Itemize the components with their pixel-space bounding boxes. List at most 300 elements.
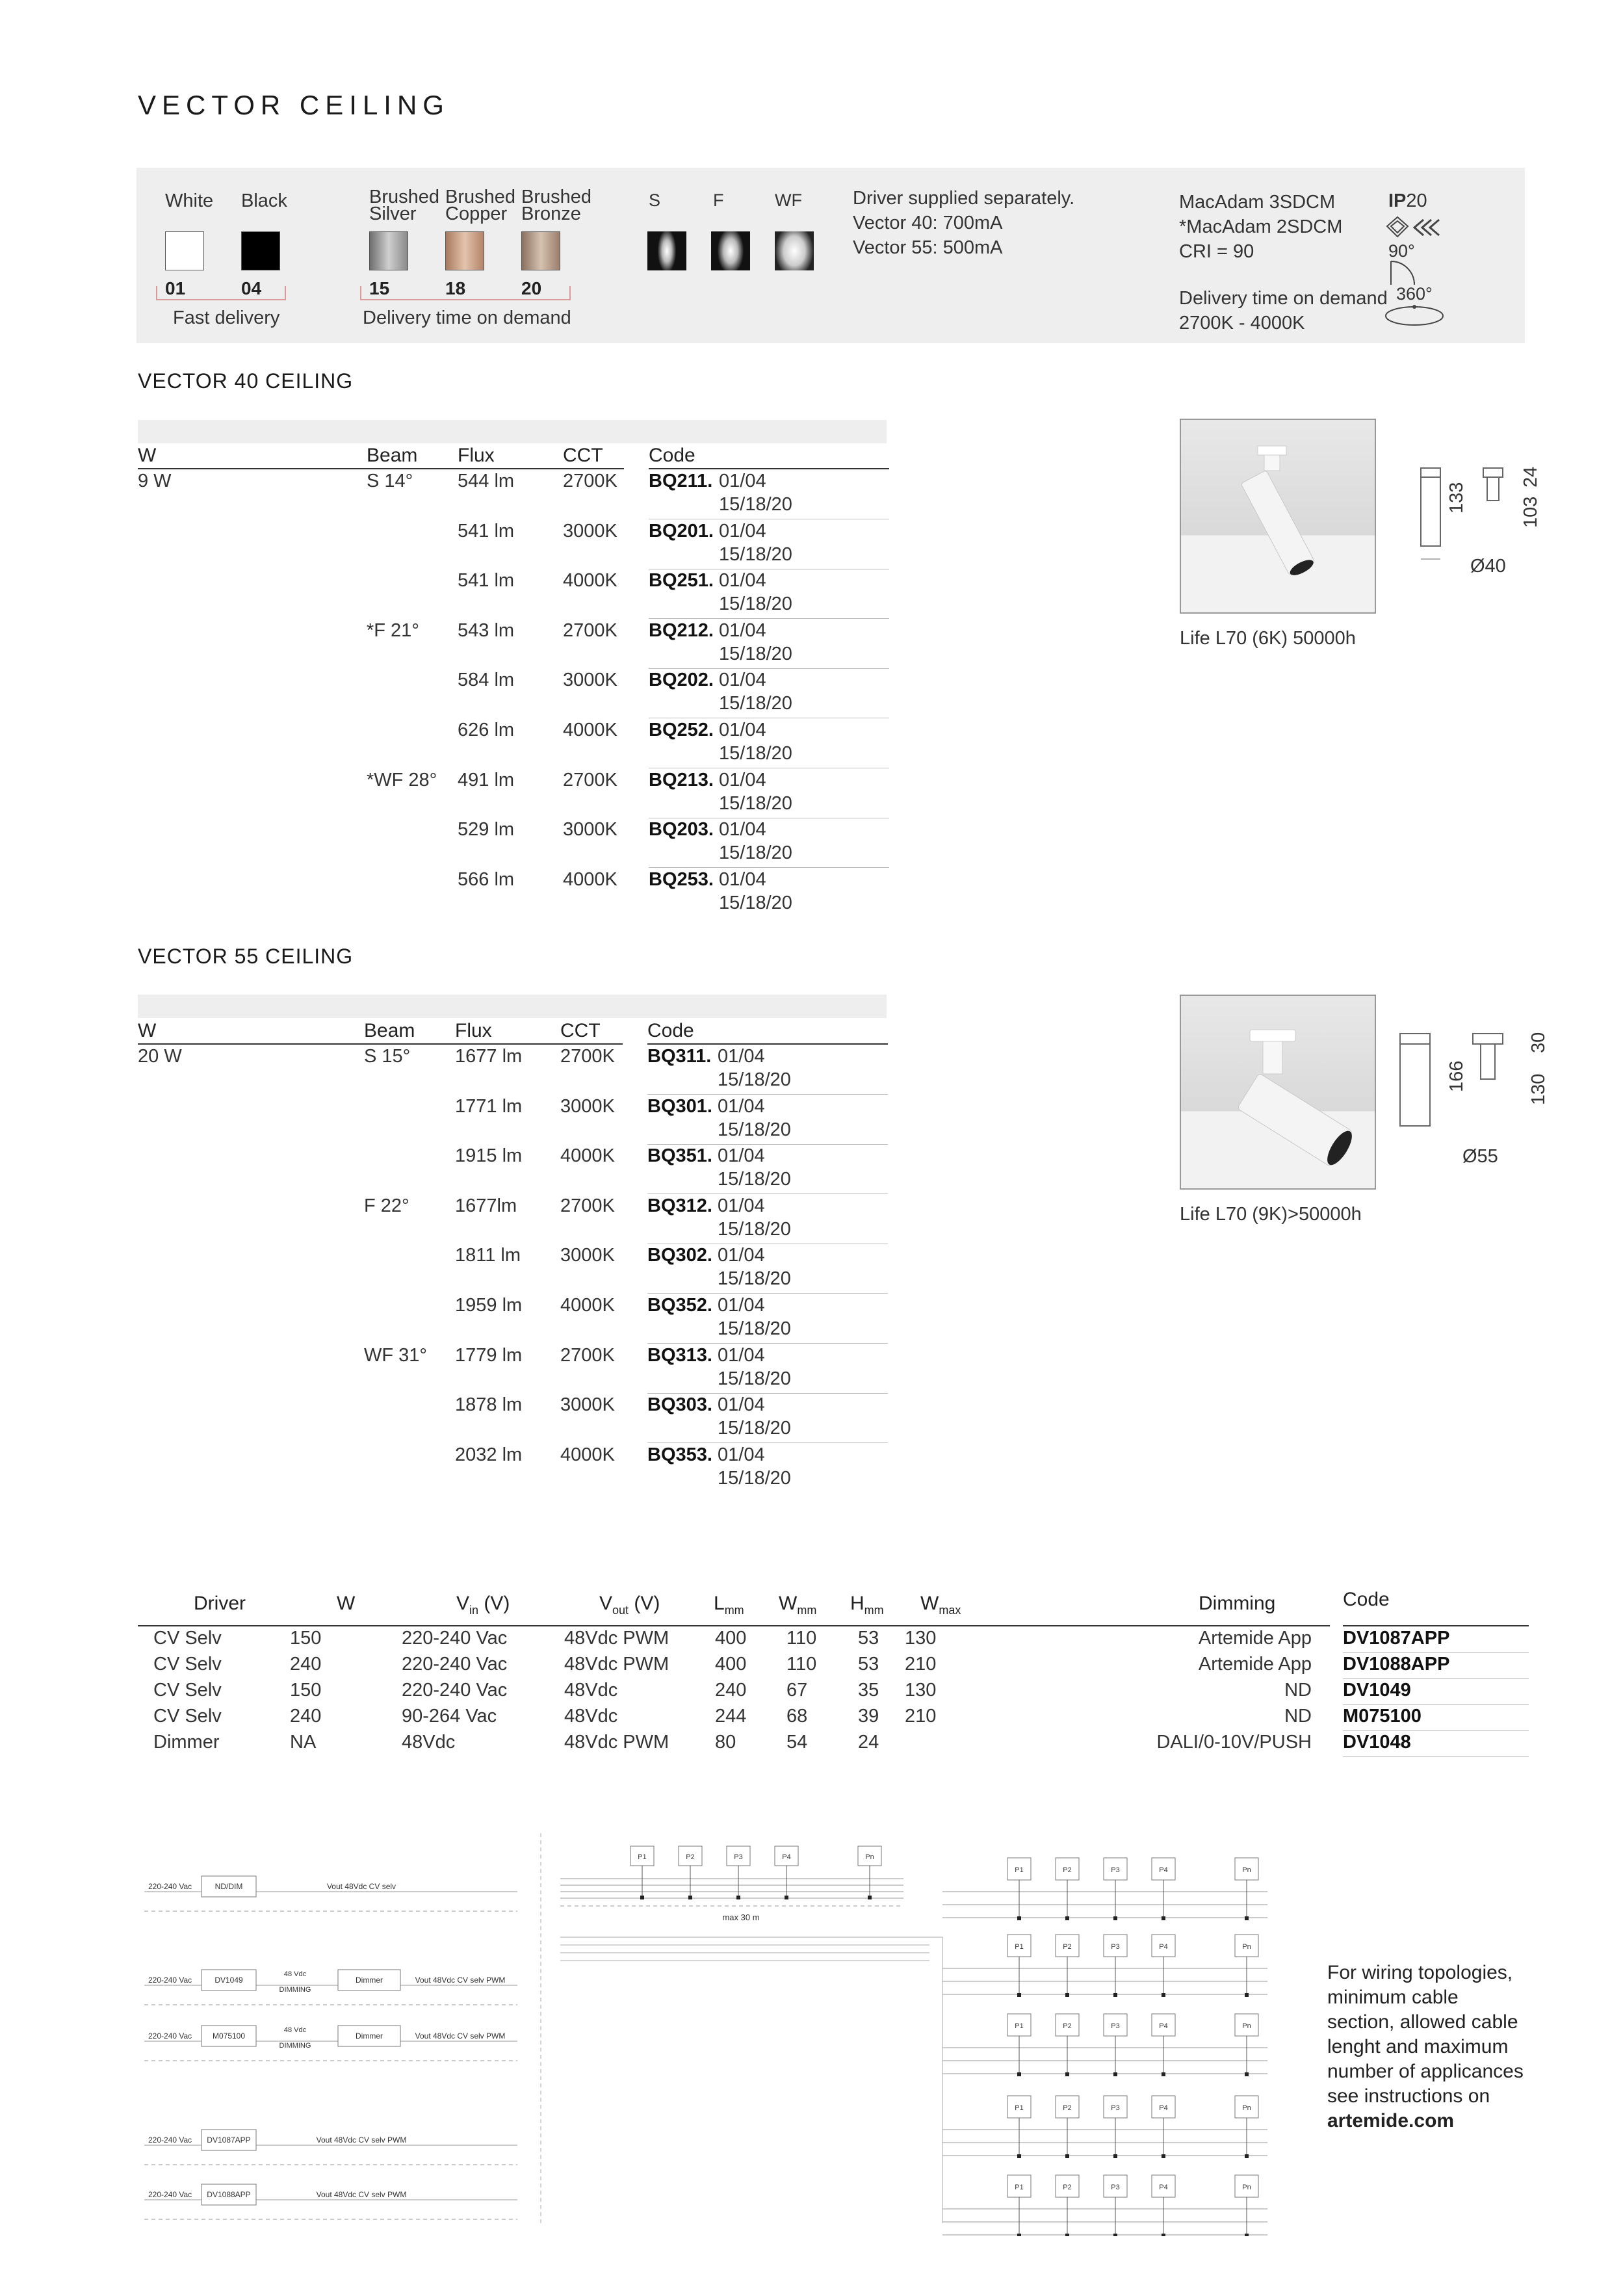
demand-delivery-label: Delivery time on demand bbox=[363, 307, 571, 328]
swatch-brushed-copper bbox=[445, 231, 484, 270]
junction bbox=[736, 1896, 740, 1899]
v40-finish-a: 01/04 bbox=[719, 819, 766, 841]
v55-finish-b: 15/18/20 bbox=[718, 1069, 791, 1090]
v55-cct: 4000K bbox=[560, 1295, 615, 1316]
driver-code: M075100 bbox=[1343, 1706, 1422, 1727]
v40-col-flux: Flux bbox=[458, 445, 495, 466]
driver-row-divider bbox=[1343, 1652, 1529, 1653]
junction bbox=[1245, 2072, 1249, 2076]
v55-life: Life L70 (9K)>50000h bbox=[1180, 1204, 1362, 1225]
driver-vin: 220-240 Vac bbox=[402, 1654, 508, 1675]
junction bbox=[1245, 1993, 1249, 1997]
luminaire-label: P4 bbox=[1159, 2104, 1168, 2112]
v55-cct: 2700K bbox=[560, 1195, 615, 1216]
driver-vin: 48Vdc bbox=[402, 1732, 456, 1753]
luminaire-label: Pn bbox=[1242, 2022, 1251, 2030]
driver-wd: 67 bbox=[786, 1680, 808, 1701]
beam-wf-icon bbox=[775, 231, 814, 270]
v55-dim-h3: 30 bbox=[1528, 1032, 1549, 1053]
luminaire-label: P2 bbox=[686, 1853, 695, 1861]
v55-power: 20 W bbox=[138, 1046, 182, 1067]
junction bbox=[1113, 1916, 1117, 1920]
v40-finish-b: 15/18/20 bbox=[719, 792, 792, 814]
v40-flux: 541 lm bbox=[458, 570, 515, 592]
v40-col-w: W bbox=[138, 445, 157, 466]
drv-col-w: W bbox=[337, 1593, 356, 1614]
tilt-angle: 90° bbox=[1388, 241, 1415, 261]
junction bbox=[1065, 1993, 1069, 1997]
v40-header-bar bbox=[138, 420, 887, 443]
junction bbox=[1113, 2154, 1117, 2158]
v55-beam: F 22° bbox=[364, 1195, 409, 1216]
driver-vin: 90-264 Vac bbox=[402, 1706, 497, 1727]
drv-col-l: $L_{mm}$ bbox=[714, 1593, 744, 1617]
v40-header-rule-code bbox=[649, 468, 889, 469]
driver-vout: 48Vdc PWM bbox=[564, 1732, 669, 1753]
v55-row-divider bbox=[647, 1442, 888, 1443]
v40-code: BQ202. bbox=[649, 670, 714, 691]
driver-driver: CV Selv bbox=[153, 1628, 222, 1649]
v55-finish-a: 01/04 bbox=[718, 1195, 765, 1216]
v55-cct: 4000K bbox=[560, 1444, 615, 1465]
junction bbox=[1065, 1916, 1069, 1920]
driver-wmax: 130 bbox=[905, 1628, 937, 1649]
v55-code: BQ352. bbox=[647, 1295, 712, 1316]
v55-finish-a: 01/04 bbox=[718, 1245, 765, 1266]
v55-row-divider bbox=[647, 1293, 888, 1294]
v40-code: BQ253. bbox=[649, 868, 714, 890]
v55-col-code: Code bbox=[647, 1020, 694, 1041]
junction bbox=[1162, 2072, 1165, 2076]
luminaire-label: P1 bbox=[1015, 2104, 1024, 2112]
v40-finish-a: 01/04 bbox=[719, 620, 766, 641]
finish-code-silver: 15 bbox=[369, 278, 390, 298]
wiring-mid-label: 48 Vdc bbox=[283, 1970, 307, 1978]
v55-dim-h1: 166 bbox=[1446, 1060, 1467, 1092]
v40-cct: 2700K bbox=[563, 620, 617, 641]
driver-dimming: Artemide App bbox=[1198, 1654, 1312, 1675]
wiring-driver-label: ND/DIM bbox=[214, 1882, 243, 1891]
drv-col-wmax: $W_{max}$ bbox=[920, 1593, 961, 1617]
v55-finish-b: 15/18/20 bbox=[718, 1467, 791, 1489]
v55-code: BQ351. bbox=[647, 1145, 712, 1167]
v55-dim-h2: 130 bbox=[1528, 1073, 1549, 1105]
driver-l: 244 bbox=[715, 1706, 747, 1727]
wiring-vin: 220-240 Vac bbox=[148, 2190, 192, 2199]
v55-finish-b: 15/18/20 bbox=[718, 1218, 791, 1240]
junction bbox=[1162, 1916, 1165, 1920]
drv-header-rule bbox=[138, 1625, 1330, 1626]
finish-label-black: Black bbox=[241, 190, 287, 211]
luminaire-label: Pn bbox=[1242, 2104, 1251, 2112]
junction bbox=[1245, 2234, 1249, 2236]
v40-flux: 626 lm bbox=[458, 720, 515, 740]
luminaire-label: Pn bbox=[1242, 1943, 1251, 1951]
luminaire-label: Pn bbox=[1242, 1866, 1251, 1874]
v40-cct: 2700K bbox=[563, 471, 617, 491]
driver-vout: 48Vdc PWM bbox=[564, 1628, 669, 1649]
v55-beam: WF 31° bbox=[364, 1344, 427, 1366]
v55-flux: 1811 lm bbox=[455, 1245, 521, 1266]
v55-cct: 2700K bbox=[560, 1344, 615, 1366]
demand-bracket bbox=[360, 286, 571, 300]
v55-col-flux: Flux bbox=[455, 1020, 492, 1041]
finish-label-silver: Brushed Silver bbox=[369, 187, 440, 224]
driver-wd: 54 bbox=[786, 1732, 808, 1753]
luminaire-label: P2 bbox=[1063, 2104, 1072, 2112]
rotate-angle: 360° bbox=[1396, 284, 1433, 304]
driver-l: 400 bbox=[715, 1628, 747, 1649]
driver-dimming: ND bbox=[1284, 1680, 1312, 1701]
junction bbox=[1113, 2234, 1117, 2236]
driver-wmax: 210 bbox=[905, 1706, 937, 1727]
driver-wd: 110 bbox=[786, 1654, 817, 1675]
v55-finish-b: 15/18/20 bbox=[718, 1318, 791, 1339]
finish-code-white: 01 bbox=[165, 278, 186, 298]
driver-h: 53 bbox=[858, 1628, 879, 1649]
wiring-out-label: Vout 48Vdc CV selv PWM bbox=[415, 2031, 506, 2041]
beam-label-f: F bbox=[713, 190, 724, 210]
swatch-brushed-silver bbox=[369, 231, 408, 270]
drv-col-code: Code bbox=[1343, 1589, 1390, 1610]
luminaire-label: P3 bbox=[734, 1853, 743, 1861]
v40-cct: 2700K bbox=[563, 769, 617, 790]
driver-dimming: ND bbox=[1284, 1706, 1312, 1727]
v55-row-divider bbox=[647, 1343, 888, 1344]
luminaire-label: Pn bbox=[865, 1853, 874, 1861]
driver-vout: 48Vdc PWM bbox=[564, 1654, 669, 1675]
v40-dim-h2: 103 bbox=[1520, 496, 1541, 528]
fast-bracket bbox=[156, 286, 286, 300]
junction bbox=[1065, 2072, 1069, 2076]
wiring-out-label: Vout 48Vdc CV selv bbox=[326, 1882, 396, 1891]
v55-flux: 1779 lm bbox=[455, 1344, 523, 1366]
wiring-vin: 220-240 Vac bbox=[148, 1882, 192, 1891]
rotate-icon bbox=[1382, 302, 1447, 330]
drv-col-driver: Driver bbox=[194, 1593, 246, 1614]
v40-flux: 491 lm bbox=[458, 769, 515, 790]
v40-code: BQ251. bbox=[649, 570, 714, 592]
luminaire-label: P4 bbox=[782, 1853, 791, 1861]
v40-code: BQ201. bbox=[649, 520, 714, 541]
v40-cct: 4000K bbox=[563, 720, 617, 740]
driver-l: 400 bbox=[715, 1654, 747, 1675]
driver-vin: 220-240 Vac bbox=[402, 1628, 508, 1649]
v40-col-beam: Beam bbox=[367, 445, 418, 466]
drv-col-wd: $W_{mm}$ bbox=[779, 1593, 817, 1617]
v55-product-photo bbox=[1180, 995, 1376, 1190]
v40-cct: 3000K bbox=[563, 819, 617, 841]
driver-h: 24 bbox=[858, 1732, 879, 1753]
junction bbox=[868, 1896, 872, 1899]
v40-cct: 3000K bbox=[563, 670, 617, 691]
drv-col-vin: $V_{in}$ (V) bbox=[456, 1593, 510, 1617]
luminaire-label: P1 bbox=[1015, 1866, 1024, 1874]
luminaire-label: P4 bbox=[1159, 1943, 1168, 1951]
artemide-link[interactable]: artemide.com bbox=[1327, 2110, 1455, 2132]
v40-flux: 529 lm bbox=[458, 819, 515, 841]
v55-cct: 3000K bbox=[560, 1245, 615, 1266]
wiring-diagram bbox=[136, 1833, 1280, 2236]
driver-w: 150 bbox=[290, 1628, 322, 1649]
driver-dimming: DALI/0-10V/PUSH bbox=[1156, 1732, 1312, 1753]
wiring-driver-label: DV1088APP bbox=[207, 2190, 251, 2199]
v40-dim-h1: 133 bbox=[1446, 482, 1467, 514]
v40-cct: 4000K bbox=[563, 570, 617, 592]
junction bbox=[1017, 1916, 1021, 1920]
junction bbox=[1017, 2234, 1021, 2236]
junction bbox=[1017, 2072, 1021, 2076]
junction bbox=[1245, 1916, 1249, 1920]
v40-flux: 566 lm bbox=[458, 868, 515, 890]
trunk-riser bbox=[929, 1937, 942, 2223]
v55-row-divider bbox=[647, 1393, 888, 1394]
driver-code: DV1088APP bbox=[1343, 1654, 1450, 1675]
junction bbox=[640, 1896, 644, 1899]
v55-finish-b: 15/18/20 bbox=[718, 1169, 791, 1190]
v55-finish-a: 01/04 bbox=[718, 1444, 765, 1465]
beam-label-wf: WF bbox=[775, 190, 802, 210]
drv-col-dimming: Dimming bbox=[1199, 1593, 1276, 1614]
v55-finish-a: 01/04 bbox=[718, 1394, 765, 1416]
junction bbox=[1065, 2234, 1069, 2236]
v40-finish-b: 15/18/20 bbox=[719, 892, 792, 913]
delivery-cct-info: Delivery time on demand 2700K - 4000K bbox=[1179, 288, 1388, 333]
junction bbox=[1113, 1993, 1117, 1997]
driver-h: 39 bbox=[858, 1706, 879, 1727]
macadam-info: MacAdam 3SDCM *MacAdam 2SDCM CRI = 90 bbox=[1179, 192, 1343, 262]
driver-driver: CV Selv bbox=[153, 1680, 222, 1701]
v55-col-w: W bbox=[138, 1020, 157, 1041]
v55-finish-a: 01/04 bbox=[718, 1145, 765, 1167]
luminaire-label: P1 bbox=[1015, 2184, 1024, 2191]
v55-flux: 1878 lm bbox=[455, 1394, 523, 1416]
v55-fixture-image bbox=[1181, 996, 1375, 1188]
v40-finish-a: 01/04 bbox=[719, 720, 766, 740]
driver-wd: 110 bbox=[786, 1628, 817, 1649]
luminaire-label: P1 bbox=[1015, 1943, 1024, 1951]
v55-finish-a: 01/04 bbox=[718, 1344, 765, 1366]
driver-w: 150 bbox=[290, 1680, 322, 1701]
driver-vout: 48Vdc bbox=[564, 1706, 618, 1727]
v40-row-divider bbox=[649, 668, 889, 669]
v55-dim-dia: Ø55 bbox=[1462, 1146, 1498, 1167]
v40-beam: *F 21° bbox=[367, 620, 419, 641]
v40-flux: 543 lm bbox=[458, 620, 515, 641]
v40-col-cct: CCT bbox=[563, 445, 603, 466]
wiring-vin: 220-240 Vac bbox=[148, 2135, 192, 2145]
v40-row-divider bbox=[649, 618, 889, 619]
luminaire-label: P3 bbox=[1111, 2022, 1120, 2030]
luminaire-label: P4 bbox=[1159, 2022, 1168, 2030]
driver-code: DV1048 bbox=[1343, 1732, 1411, 1753]
v40-fixture-image bbox=[1181, 420, 1375, 612]
wiring-mid-label: 48 Vdc bbox=[283, 2026, 307, 2034]
v55-flux: 1915 lm bbox=[455, 1145, 523, 1167]
driver-vin: 220-240 Vac bbox=[402, 1680, 508, 1701]
v55-flux: 1959 lm bbox=[455, 1295, 523, 1316]
page-title: VECTOR CEILING bbox=[138, 90, 450, 120]
driver-wmax: 130 bbox=[905, 1680, 937, 1701]
v55-heading: VECTOR 55 CEILING bbox=[138, 945, 354, 968]
driver-w: 240 bbox=[290, 1706, 322, 1727]
beam-label-s: S bbox=[649, 190, 661, 210]
v55-finish-b: 15/18/20 bbox=[718, 1418, 791, 1439]
luminaire-label: P2 bbox=[1063, 1943, 1072, 1951]
junction bbox=[1162, 2154, 1165, 2158]
finish-code-copper: 18 bbox=[445, 278, 466, 298]
v40-finish-b: 15/18/20 bbox=[719, 842, 792, 864]
v40-header-rule bbox=[138, 468, 624, 469]
junction bbox=[1017, 2154, 1021, 2158]
wiring-driver-label: DV1049 bbox=[214, 1976, 243, 1985]
v55-code: BQ301. bbox=[647, 1095, 712, 1117]
driver-dimming: Artemide App bbox=[1198, 1628, 1312, 1649]
v40-finish-b: 15/18/20 bbox=[719, 643, 792, 664]
luminaire-label: P3 bbox=[1111, 2184, 1120, 2191]
driver-code: DV1049 bbox=[1343, 1680, 1411, 1701]
v40-cct: 3000K bbox=[563, 520, 617, 541]
v40-beam: *WF 28° bbox=[367, 769, 437, 790]
drv-header-rule-code bbox=[1343, 1625, 1529, 1626]
junction bbox=[1162, 1993, 1165, 1997]
beam-s-icon bbox=[647, 231, 686, 270]
wiring-mid-label2: DIMMING bbox=[279, 1986, 311, 1994]
luminaire-label: P2 bbox=[1063, 2184, 1072, 2191]
junction bbox=[1113, 2072, 1117, 2076]
wiring-vin: 220-240 Vac bbox=[148, 2031, 192, 2041]
v55-cct: 4000K bbox=[560, 1145, 615, 1167]
luminaire-label: P1 bbox=[638, 1853, 647, 1861]
v55-code: BQ312. bbox=[647, 1195, 712, 1216]
v40-flux: 544 lm bbox=[458, 471, 515, 491]
swatch-white bbox=[165, 231, 204, 270]
v40-code: BQ203. bbox=[649, 819, 714, 841]
v55-code: BQ353. bbox=[647, 1444, 712, 1465]
luminaire-label: P4 bbox=[1159, 1866, 1168, 1874]
v55-cct: 3000K bbox=[560, 1394, 615, 1416]
v40-col-code: Code bbox=[649, 445, 695, 466]
finish-label-white: White bbox=[165, 190, 214, 211]
v40-row-divider bbox=[649, 867, 889, 868]
v40-finish-b: 15/18/20 bbox=[719, 543, 792, 565]
junction bbox=[1065, 2154, 1069, 2158]
driver-row-divider bbox=[1343, 1756, 1529, 1757]
v55-code: BQ303. bbox=[647, 1394, 712, 1416]
v55-finish-b: 15/18/20 bbox=[718, 1268, 791, 1290]
class-ii-icon bbox=[1384, 215, 1449, 241]
v40-heading: VECTOR 40 CEILING bbox=[138, 369, 354, 393]
swatch-brushed-bronze bbox=[521, 231, 560, 270]
fast-delivery-label: Fast delivery bbox=[173, 307, 280, 328]
drv-col-h: $H_{mm}$ bbox=[850, 1593, 884, 1617]
driver-w: NA bbox=[290, 1732, 317, 1753]
v40-dim-dia: Ø40 bbox=[1470, 556, 1506, 577]
v55-code: BQ311. bbox=[647, 1046, 712, 1067]
v55-header-bar bbox=[138, 995, 887, 1018]
driver-w: 240 bbox=[290, 1654, 322, 1675]
wiring-out-label: Vout 48Vdc CV selv PWM bbox=[316, 2190, 407, 2199]
luminaire-label: P3 bbox=[1111, 1866, 1120, 1874]
v55-header-rule bbox=[138, 1043, 623, 1045]
v55-col-cct: CCT bbox=[560, 1020, 601, 1041]
luminaire-label: Pn bbox=[1242, 2184, 1251, 2191]
driver-driver: CV Selv bbox=[153, 1654, 222, 1675]
driver-row-divider bbox=[1343, 1730, 1529, 1731]
driver-wd: 68 bbox=[786, 1706, 808, 1727]
luminaire-label: P3 bbox=[1111, 1943, 1120, 1951]
driver-driver: CV Selv bbox=[153, 1706, 222, 1727]
wiring-driver-label: DV1087APP bbox=[207, 2135, 251, 2145]
v40-cct: 4000K bbox=[563, 868, 617, 890]
v40-finish-b: 15/18/20 bbox=[719, 693, 792, 714]
v55-finish-a: 01/04 bbox=[718, 1046, 765, 1067]
v40-finish-a: 01/04 bbox=[719, 570, 766, 592]
v55-finish-a: 01/04 bbox=[718, 1095, 765, 1117]
v40-finish-b: 15/18/20 bbox=[719, 494, 792, 515]
v40-power: 9 W bbox=[138, 471, 172, 491]
finish-label-copper: Brushed Copper bbox=[445, 187, 516, 224]
wiring-mid-label2: DIMMING bbox=[279, 2042, 311, 2050]
v55-header-rule-code bbox=[647, 1043, 888, 1045]
driver-row-divider bbox=[1343, 1678, 1529, 1679]
luminaire-label: P2 bbox=[1063, 1866, 1072, 1874]
v40-code: BQ211. bbox=[649, 471, 713, 491]
driver-h: 53 bbox=[858, 1654, 879, 1675]
v55-finish-b: 15/18/20 bbox=[718, 1368, 791, 1389]
v40-code: BQ212. bbox=[649, 620, 714, 641]
v55-finish-a: 01/04 bbox=[718, 1295, 765, 1316]
wiring-dimmer-label: Dimmer bbox=[356, 1976, 383, 1985]
junction bbox=[1017, 1993, 1021, 1997]
wiring-out-label: Vout 48Vdc CV selv PWM bbox=[316, 2135, 407, 2145]
v40-flux: 541 lm bbox=[458, 520, 515, 541]
v40-flux: 584 lm bbox=[458, 670, 515, 691]
v40-finish-a: 01/04 bbox=[719, 868, 766, 890]
v55-cct: 3000K bbox=[560, 1095, 615, 1117]
max-length-label: max 30 m bbox=[722, 1912, 760, 1922]
finish-code-bronze: 20 bbox=[521, 278, 542, 298]
v40-finish-a: 01/04 bbox=[719, 471, 766, 491]
v55-row-divider bbox=[647, 1144, 888, 1145]
wiring-vin: 220-240 Vac bbox=[148, 1976, 192, 1985]
finish-code-black: 04 bbox=[241, 278, 262, 298]
junction bbox=[688, 1896, 692, 1899]
v40-dim-h3: 24 bbox=[1520, 466, 1541, 488]
v40-finish-b: 15/18/20 bbox=[719, 743, 792, 764]
v55-beam: S 15° bbox=[364, 1046, 411, 1067]
beam-f-icon bbox=[711, 231, 750, 270]
luminaire-label: P4 bbox=[1159, 2184, 1168, 2191]
v40-product-photo bbox=[1180, 419, 1376, 614]
drv-col-vout: $V_{out}$ (V) bbox=[599, 1593, 660, 1617]
v55-flux: 2032 lm bbox=[455, 1444, 523, 1465]
v40-finish-a: 01/04 bbox=[719, 670, 766, 691]
luminaire-label: P2 bbox=[1063, 2022, 1072, 2030]
v40-finish-b: 15/18/20 bbox=[719, 594, 792, 615]
wiring-dimmer-label: Dimmer bbox=[356, 2031, 383, 2041]
v40-life: Life L70 (6K) 50000h bbox=[1180, 628, 1356, 649]
v55-col-beam: Beam bbox=[364, 1020, 415, 1041]
driver-driver: Dimmer bbox=[153, 1732, 220, 1753]
wiring-out-label: Vout 48Vdc CV selv PWM bbox=[415, 1976, 506, 1985]
driver-row-divider bbox=[1343, 1704, 1529, 1705]
v55-finish-b: 15/18/20 bbox=[718, 1119, 791, 1140]
v40-finish-a: 01/04 bbox=[719, 769, 766, 790]
luminaire-label: P3 bbox=[1111, 2104, 1120, 2112]
v40-code: BQ252. bbox=[649, 720, 714, 740]
swatch-black bbox=[241, 231, 280, 270]
